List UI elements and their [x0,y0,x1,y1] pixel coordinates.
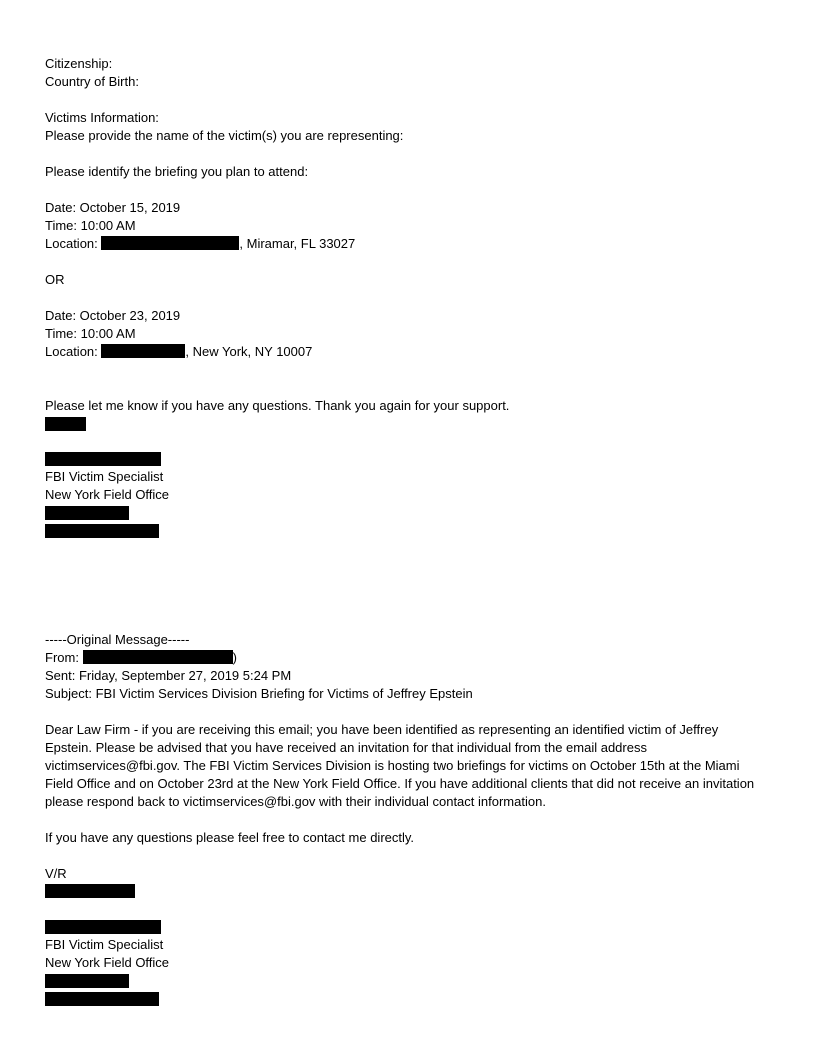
victim-name-prompt: Please provide the name of the victim(s) you are representing: [45,128,404,143]
redaction-block [45,974,129,988]
signature-office: New York Field Office [45,955,170,970]
redaction-block [45,884,135,898]
signature-title: FBI Victim Specialist [45,469,164,484]
closing-line: Please let me know if you have any questions. Thank you again for your support. [45,398,510,413]
redaction-block [45,506,129,520]
location-label: Location: [45,236,98,251]
country-of-birth-label: Country of Birth: [45,74,139,89]
location-tail: , Miramar, FL 33027 [239,236,356,251]
from-line [45,649,237,667]
briefing-1-time: Time: 10:00 AM [45,218,136,233]
redaction-block [101,344,185,358]
redaction-block [45,920,161,934]
victims-info-heading: Victims Information: [45,110,159,125]
briefing-prompt: Please identify the briefing you plan to attend: [45,164,309,179]
original-message-separator: -----Original Message----- [45,632,190,647]
briefing-1-date: Date: October 15, 2019 [45,200,181,215]
briefing-2-date: Date: October 23, 2019 [45,308,181,323]
location-tail: , New York, NY 10007 [185,344,313,359]
from-label: From: [45,650,79,665]
subject-line: Subject: FBI Victim Services Division Briefing for Victims of Jeffrey Epstein [45,686,473,701]
sent-line: Sent: Friday, September 27, 2019 5:24 PM [45,668,292,683]
citizenship-label: Citizenship: [45,56,113,71]
vr-signoff: V/R [45,866,67,881]
signature-title: FBI Victim Specialist [45,937,164,952]
questions-line: If you have any questions please feel free to contact me directly. [45,830,415,845]
or-separator: OR [45,272,65,287]
redaction-block [45,524,159,538]
redaction-block [45,452,161,466]
from-tail: ) [232,650,237,665]
briefing-1-location [45,235,355,253]
signature-office: New York Field Office [45,487,170,502]
redaction-block [45,417,86,431]
location-label: Location: [45,344,98,359]
briefing-2-location [45,343,312,361]
redaction-block [45,992,159,1006]
redaction-block [101,236,239,250]
redaction-block [83,650,233,664]
email-body: Dear Law Firm - if you are receiving this email; you have been identified as representing an identified victim of Jeffrey Epstein. Please be advised that you have received an invitation for that individual from the email address victimservices@fbi.gov. The FBI Victim Services Division is hosting two briefings for victims on October 15th at the Miami Field Office and on October 23rd at the New York Field Office. If you have additional clients that did not receive an invitation please respond back to victimservices@fbi.gov with their individual contact information. [45,722,755,809]
briefing-2-time: Time: 10:00 AM [45,326,136,341]
